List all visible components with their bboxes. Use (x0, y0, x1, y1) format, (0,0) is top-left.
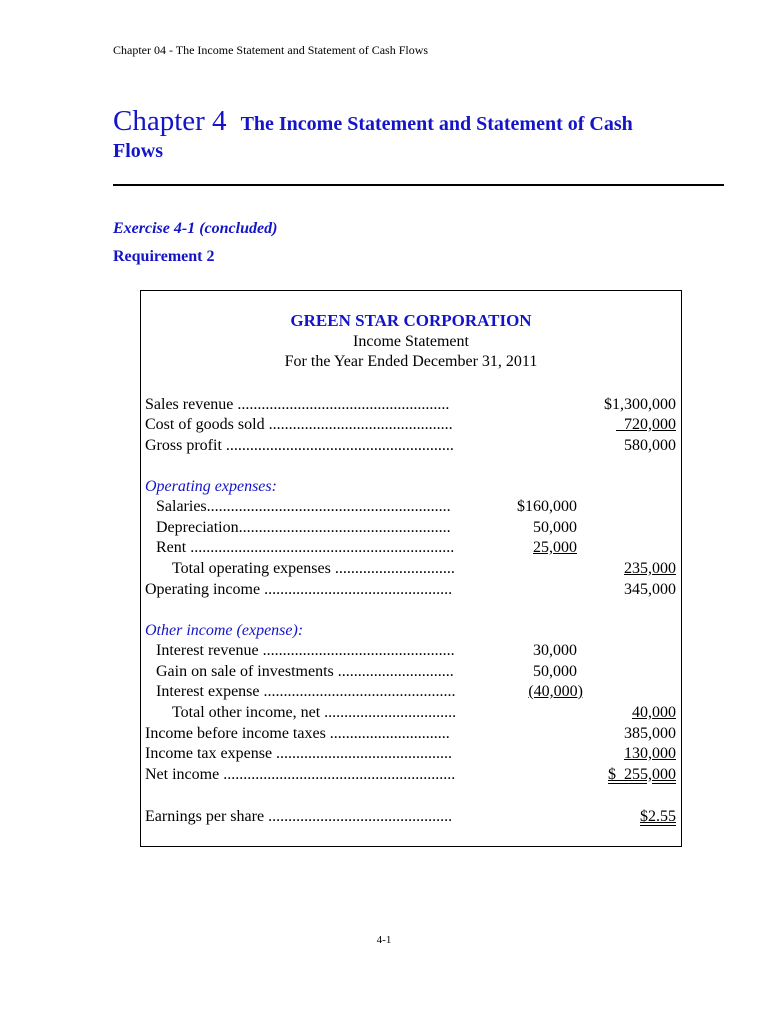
row-label: Cost of goods sold .............................................. (145, 416, 453, 433)
section-heading-operating-expenses (141, 478, 681, 499)
statement-period: For the Year Ended December 31, 2011 (284, 353, 538, 370)
requirement-label: Requirement 2 (113, 248, 215, 265)
statement-row-net-income (141, 766, 681, 787)
company-name: GREEN STAR CORPORATION (290, 311, 532, 330)
row-label: Other income (expense): (145, 622, 304, 639)
statement-row-interest-revenue (141, 642, 681, 663)
row-total: 580,000 (624, 437, 676, 454)
row-amount: 50,000 (533, 663, 577, 680)
row-label: Total other income, net ................................. (172, 704, 457, 721)
row-label: Income before income taxes .............................. (145, 725, 450, 742)
row-label: Operating expenses: (145, 478, 277, 495)
income-statement-box (140, 290, 682, 847)
row-amount: 25,000 (533, 539, 577, 556)
statement-row-salaries (141, 498, 681, 519)
row-label: Earnings per share .............................................. (145, 808, 453, 825)
row-label: Rent .................................................................. (156, 539, 455, 556)
running-header: Chapter 04 - The Income Statement and Statement of Cash Flows (113, 43, 429, 57)
row-amount: $160,000 (517, 498, 577, 515)
row-total: $1,300,000 (604, 396, 676, 413)
row-label: Gross profit ......................................................... (145, 437, 454, 454)
row-total: 40,000 (632, 704, 676, 721)
row-label: Interest revenue ................................................ (156, 642, 455, 659)
row-label: Depreciation..................................................... (156, 519, 451, 536)
row-label: Total operating expenses .............................. (172, 560, 455, 577)
page-number: 4-1 (376, 934, 392, 946)
statement-row-rent (141, 539, 681, 560)
title-rule (113, 184, 724, 186)
row-label: Sales revenue ..................................................... (145, 396, 450, 413)
statement-row-gross-profit (141, 437, 681, 458)
statement-row-operating-income (141, 581, 681, 602)
row-amount: (40,000) (528, 683, 583, 700)
statement-row-income-before-taxes (141, 725, 681, 746)
row-label: Gain on sale of investments ............................. (156, 663, 454, 680)
statement-row-earnings-per-share (141, 808, 681, 829)
row-total: $ 255,000 (608, 766, 676, 783)
statement-row-total-operating-expenses (141, 560, 681, 581)
section-heading-other-income (141, 622, 681, 643)
statement-row-sales-revenue (141, 396, 681, 417)
chapter-name-continued: Flows (113, 139, 163, 162)
row-total: 345,000 (624, 581, 676, 598)
statement-row-gain-on-sale (141, 663, 681, 684)
row-label: Net income .......................................................... (145, 766, 456, 783)
exercise-label: Exercise 4-1 (concluded) (113, 220, 278, 237)
statement-row-total-other-income (141, 704, 681, 725)
statement-row-depreciation (141, 519, 681, 540)
chapter-title (113, 104, 733, 163)
chapter-name: The Income Statement and Statement of Cash (240, 113, 633, 135)
row-total: 130,000 (624, 745, 676, 762)
row-label: Interest expense ................................................ (156, 683, 456, 700)
statement-row-income-tax-expense (141, 745, 681, 766)
chapter-number: Chapter 4 (113, 105, 227, 137)
row-amount: 50,000 (533, 519, 577, 536)
row-label: Operating income ............................................... (145, 581, 453, 598)
chapter-title-line1 (113, 104, 733, 139)
row-amount: 30,000 (533, 642, 577, 659)
statement-row-interest-expense (141, 683, 681, 704)
row-total: 385,000 (624, 725, 676, 742)
row-total: 235,000 (624, 560, 676, 577)
statement-title: Income Statement (353, 333, 469, 350)
row-label: Income tax expense ............................................ (145, 745, 453, 762)
row-total: $2.55 (640, 808, 676, 825)
row-total: 720,000 (616, 416, 676, 433)
row-label: Salaries............................................................. (156, 498, 451, 515)
statement-row-cost-of-goods-sold (141, 416, 681, 437)
